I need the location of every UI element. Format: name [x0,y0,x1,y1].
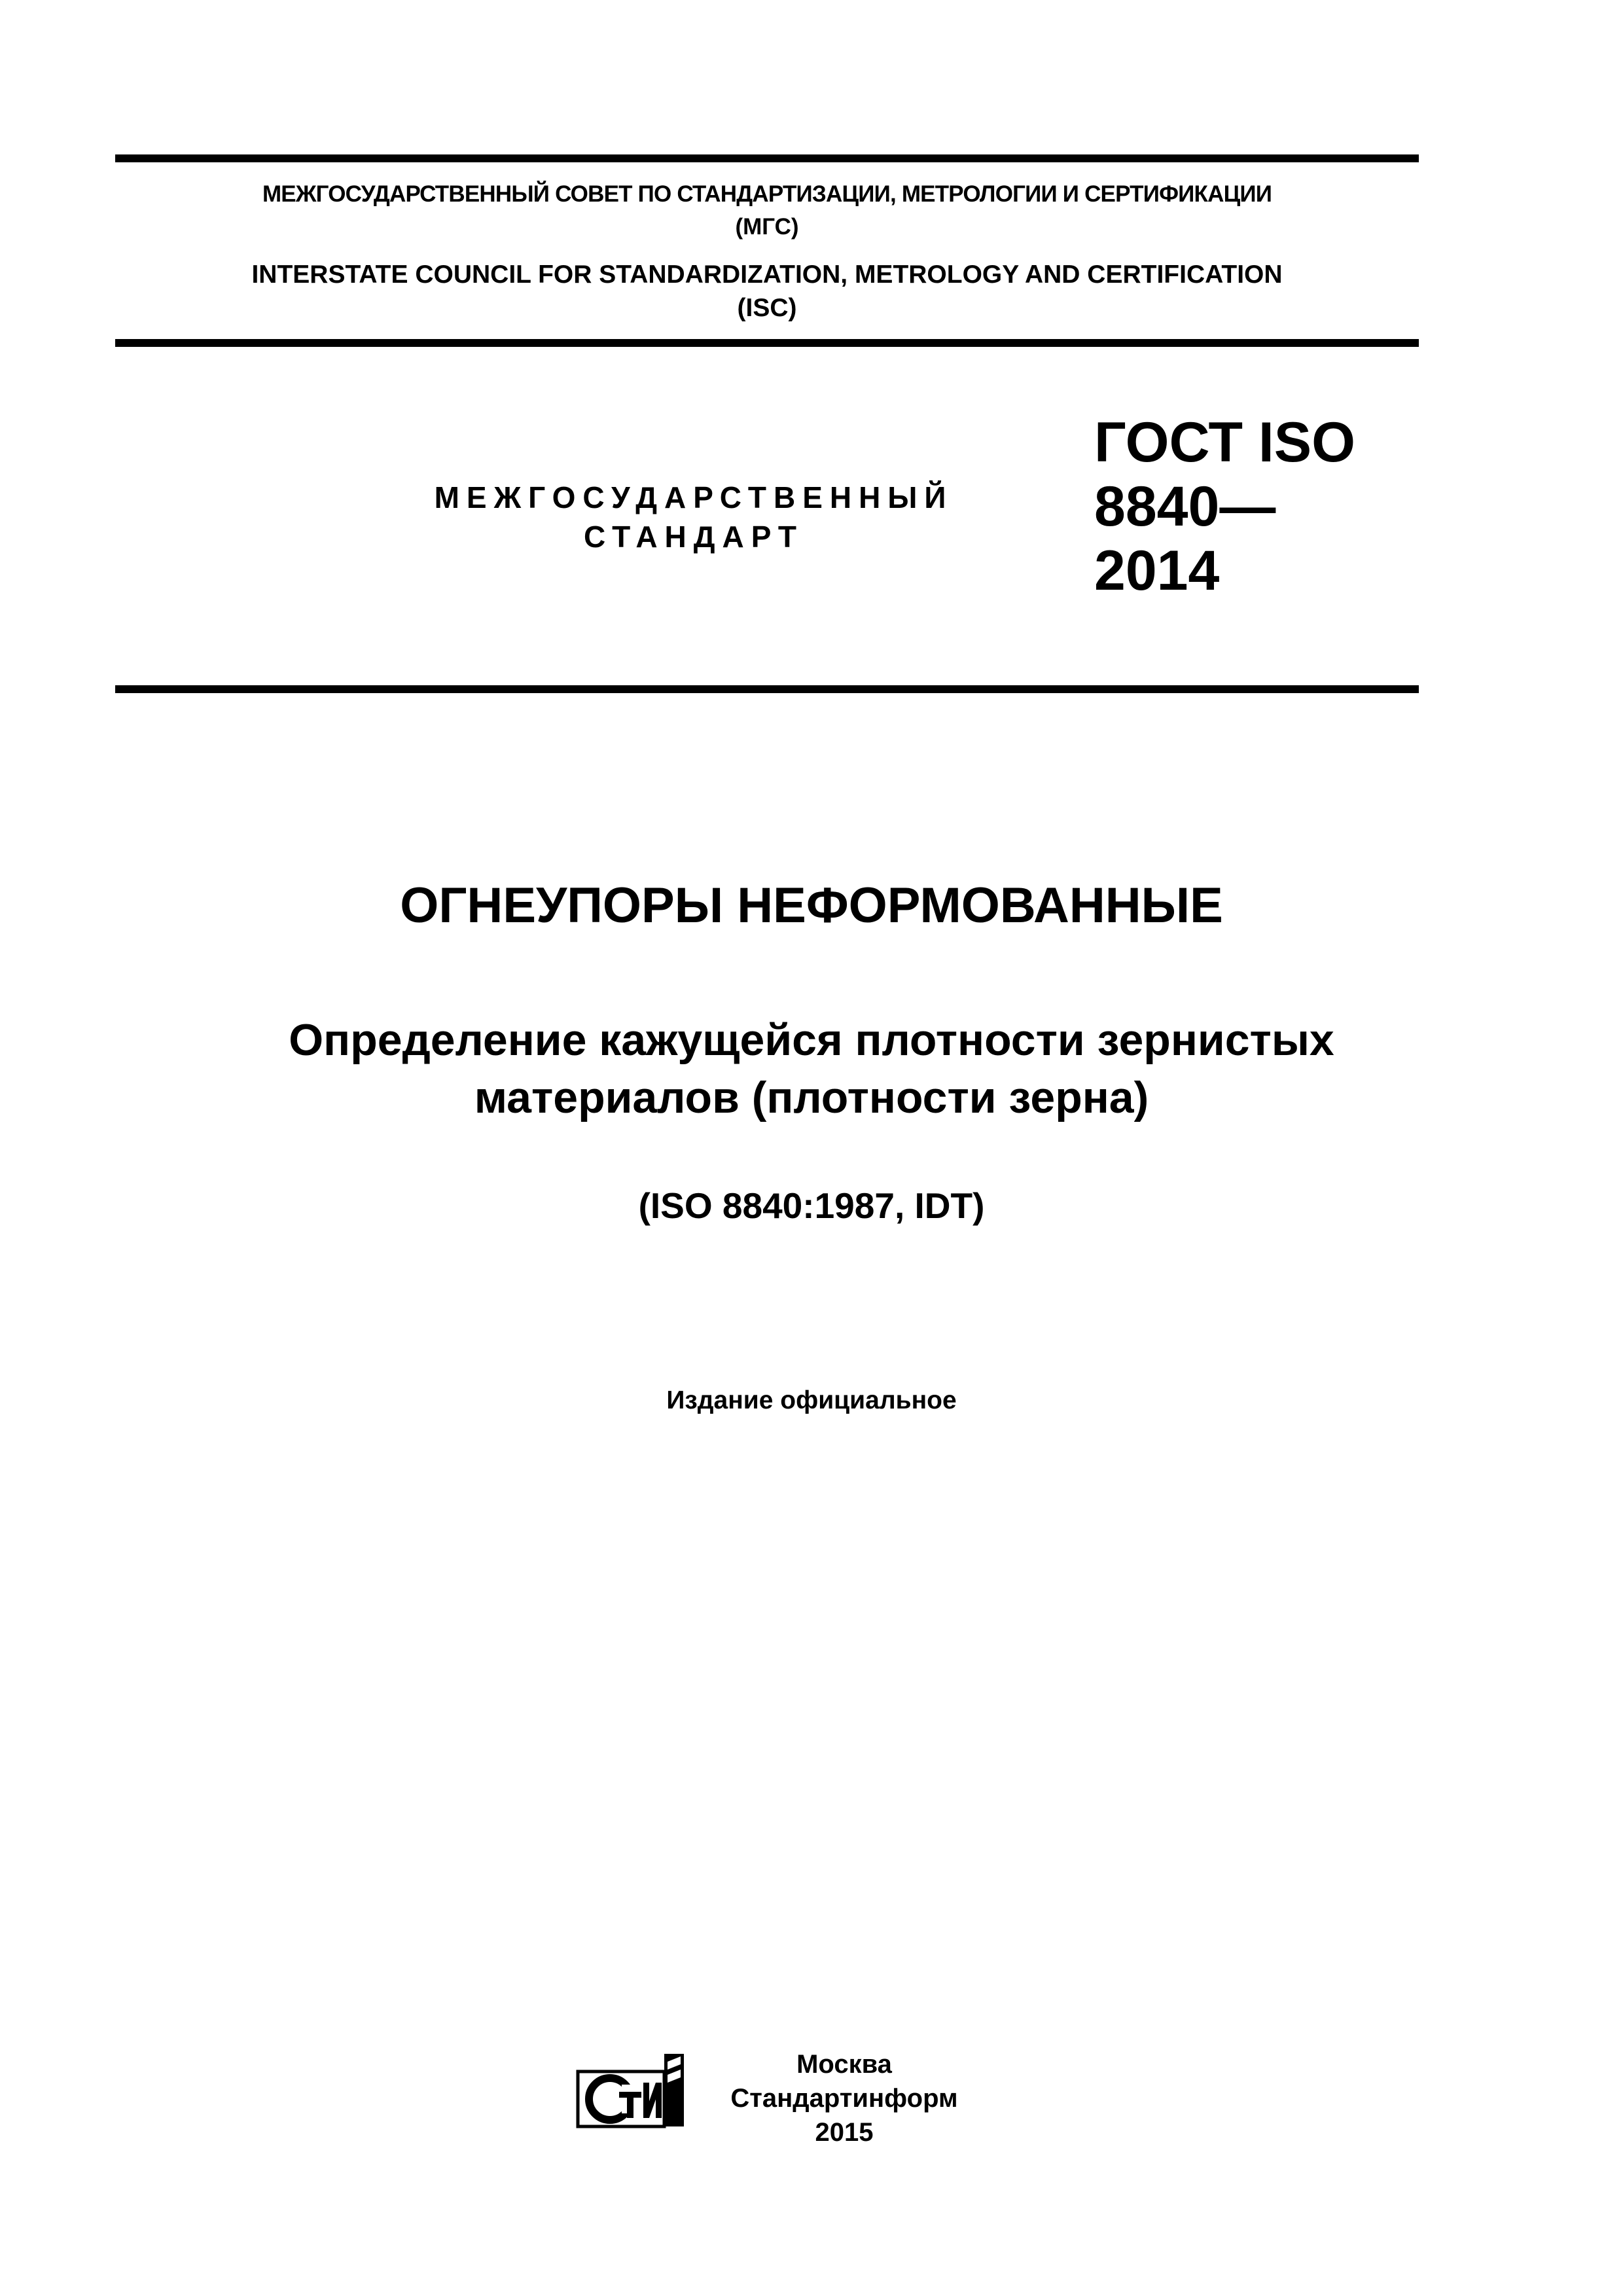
designation-line2: 8840— [1094,475,1276,538]
publisher-year: 2015 [815,2118,874,2147]
publisher-city: Москва [796,2050,892,2079]
document-title: ОГНЕУПОРЫ НЕФОРМОВАННЫЕ [400,878,1223,933]
publisher-imprint [694,2047,995,2149]
edition-label: Издание официальное [666,1386,957,1414]
top-rule [115,154,1419,162]
standartinform-logo-icon [576,2049,687,2130]
document-subtitle [115,1011,1508,1126]
standard-designation [1094,410,1408,603]
standard-type-line1: МЕЖГОСУДАРСТВЕННЫЙ [434,480,954,514]
subtitle-line2: материалов (плотности зерна) [474,1073,1149,1122]
standard-type-line2: СТАНДАРТ [584,520,804,554]
council-abbr-ru: (МГС) [735,214,799,240]
council-abbr-en: (ISC) [737,294,797,322]
header-bottom-rule [115,685,1419,693]
council-name-ru: МЕЖГОСУДАРСТВЕННЫЙ СОВЕТ ПО СТАНДАРТИЗАЦИИ, МЕТРОЛОГИИ И СЕРТИФИКАЦИИ [262,181,1272,207]
standard-type [366,478,1021,556]
subtitle-line1: Определение кажущейся плотности зернистых [289,1015,1334,1065]
publisher-name: Стандартинформ [730,2084,958,2113]
iso-reference: (ISO 8840:1987, IDT) [638,1185,985,1226]
designation-line3: 2014 [1094,539,1220,602]
council-bottom-rule [115,339,1419,347]
council-name-en: INTERSTATE COUNCIL FOR STANDARDIZATION, METROLOGY AND CERTIFICATION [251,260,1283,289]
designation-line1: ГОСТ ISO [1094,411,1356,474]
